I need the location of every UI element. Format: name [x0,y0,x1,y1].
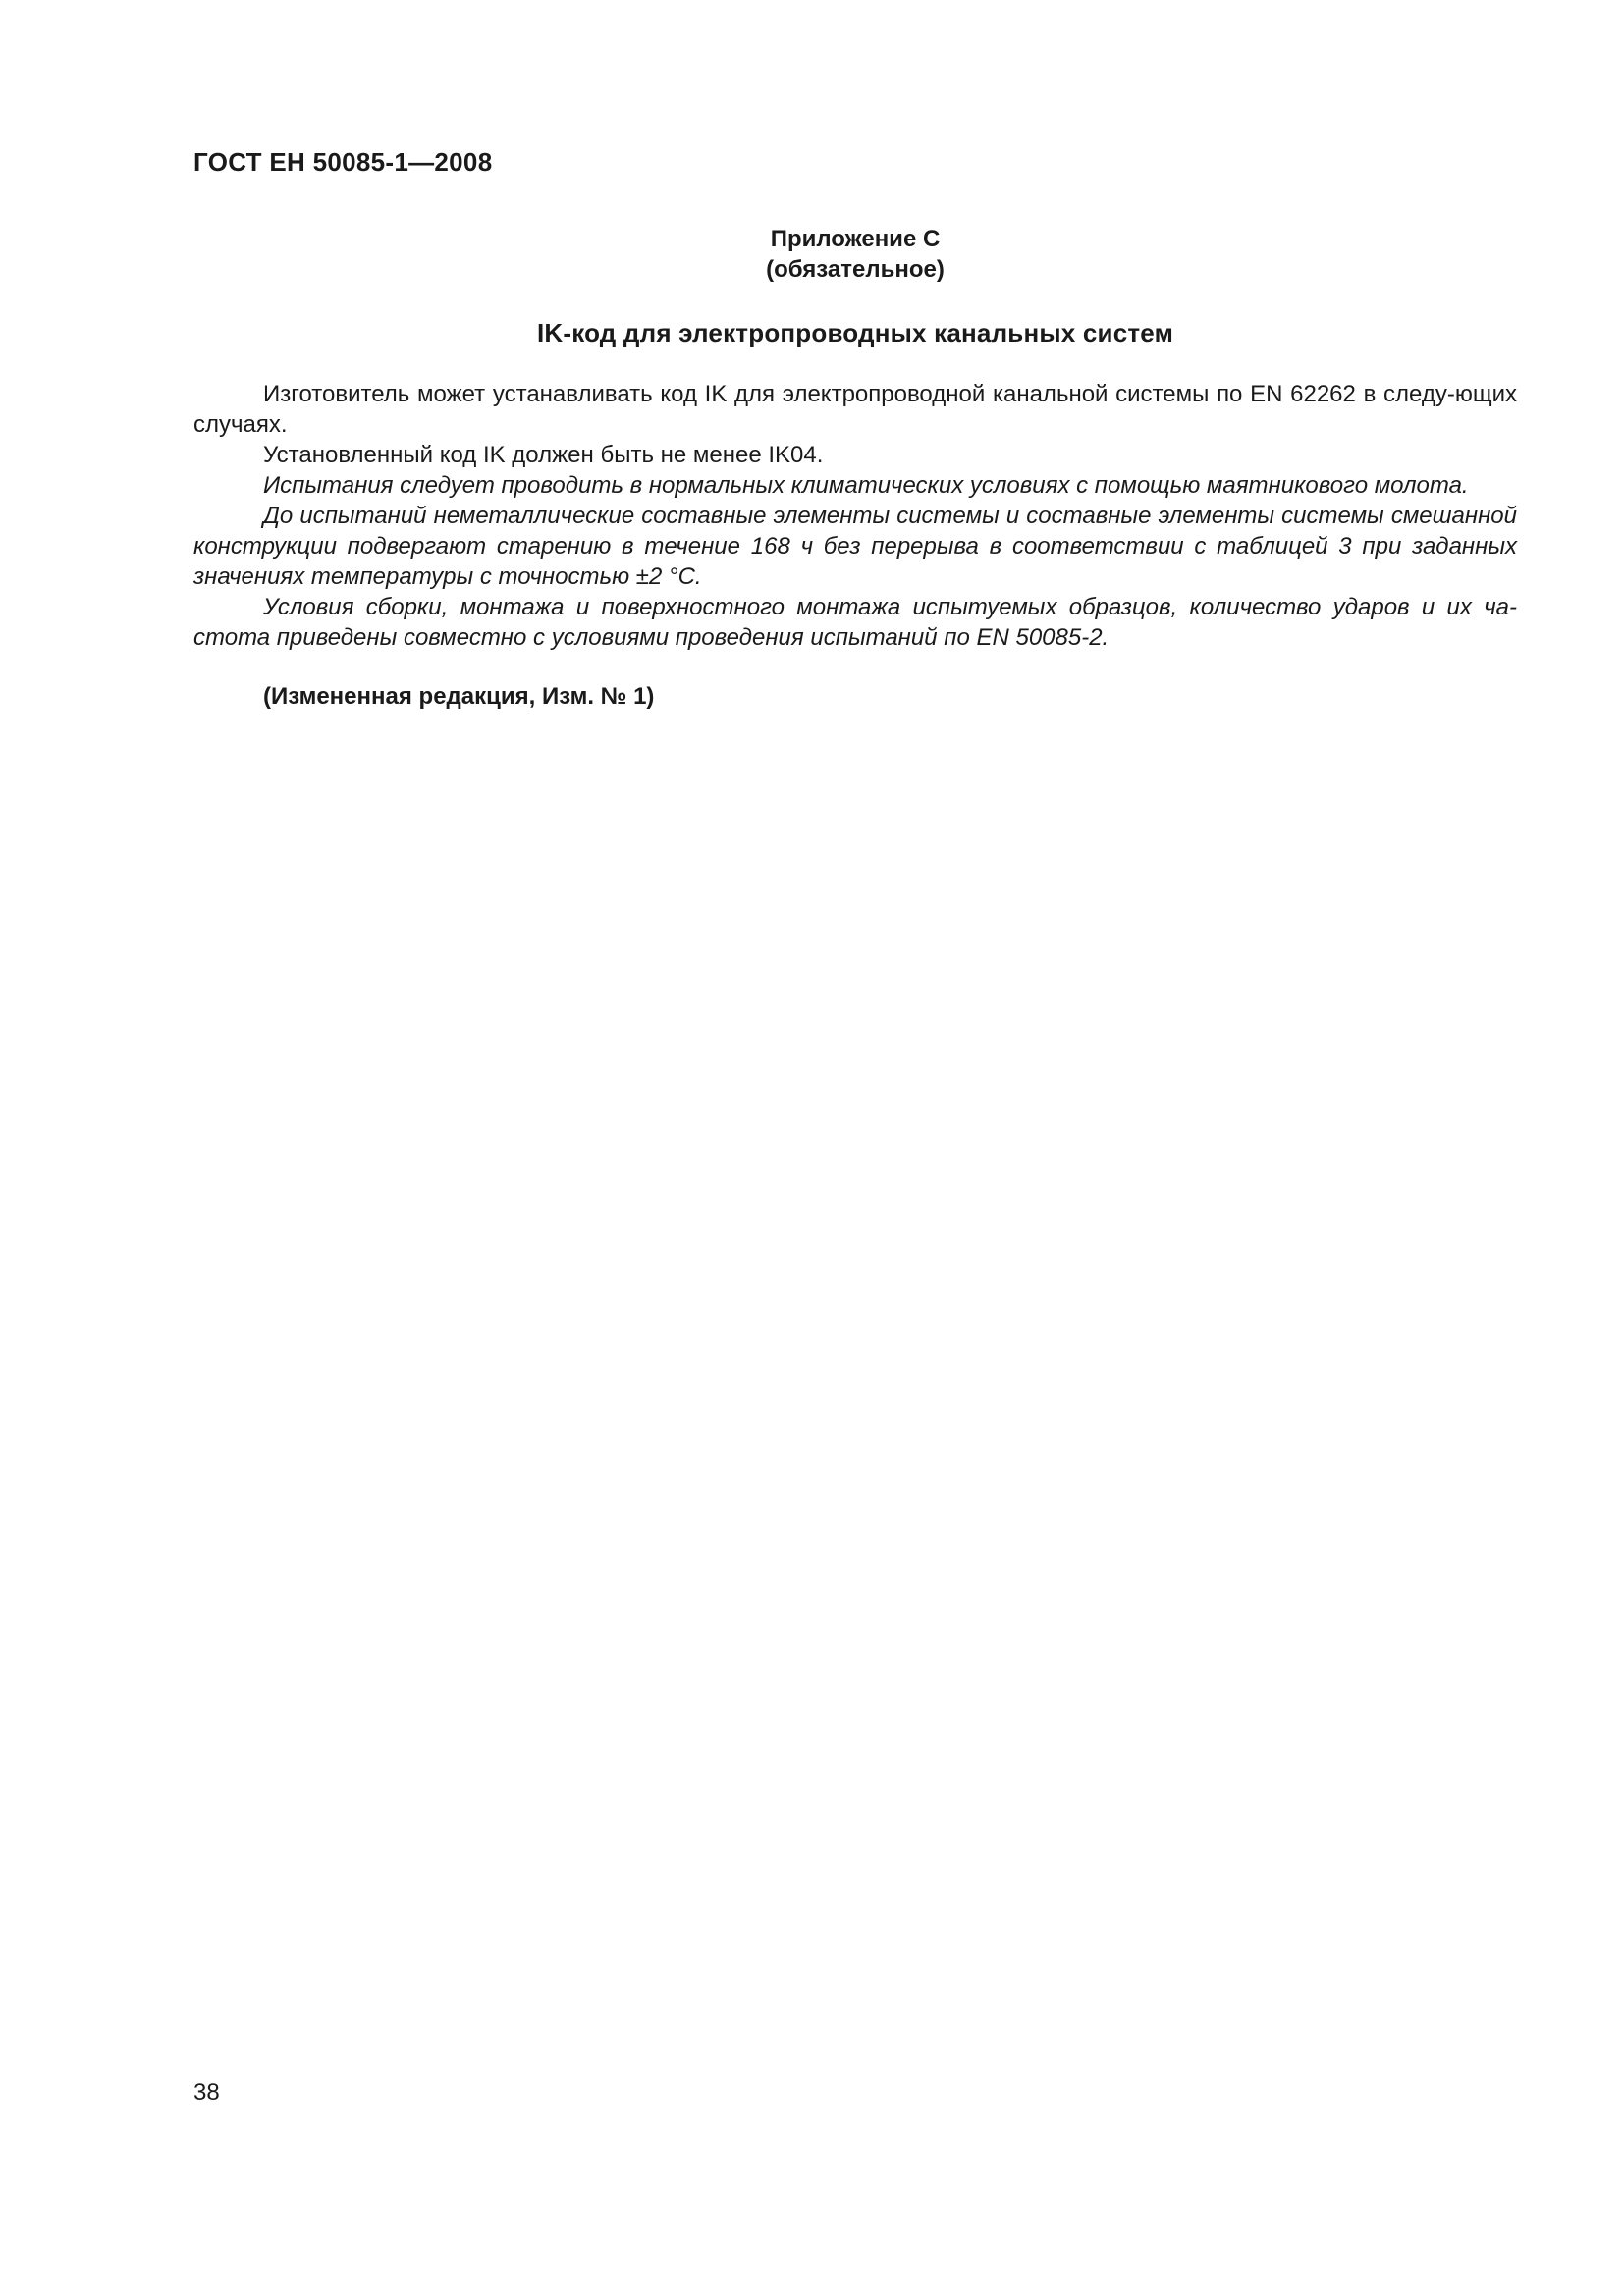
page-number: 38 [193,2079,220,2106]
annex-status: (обязательное) [766,256,945,283]
paragraph: Условия сборки, монтажа и поверхностного монтажа испытуемых образцов, количество ударов и их частота приведены совместно с условиями проведения испытаний по EN 50085-2. [193,594,1517,651]
paragraph: Испытания следует проводить в нормальных климатических условиях с помощью маятникового молота. [263,472,1469,499]
annex-label: Приложение С [770,226,941,252]
paragraph: Изготовитель может устанавливать код IK для электропроводной канальной системы по EN 62262 в следу-ющих случаях. [193,381,1517,438]
annex-heading [193,224,1517,285]
paragraph: Установленный код IK должен быть не менее IK04. [263,442,824,468]
standard-code-header: ГОСТ ЕН 50085-1—2008 [193,147,493,177]
annex-body [193,379,1517,653]
amendment-note: (Измененная редакция, Изм. № 1) [263,683,655,710]
annex-title: IK-код для электропроводных канальных систем [536,318,1174,347]
paragraph: До испытаний неметаллические составные элементы системы и составные элементы системы смешанной конструкции подвергают старению в течение 168 ч без перерыва в соответствии с таблицей 3 при заданных значениях температуры с точностью ±2 °С. [193,503,1517,590]
